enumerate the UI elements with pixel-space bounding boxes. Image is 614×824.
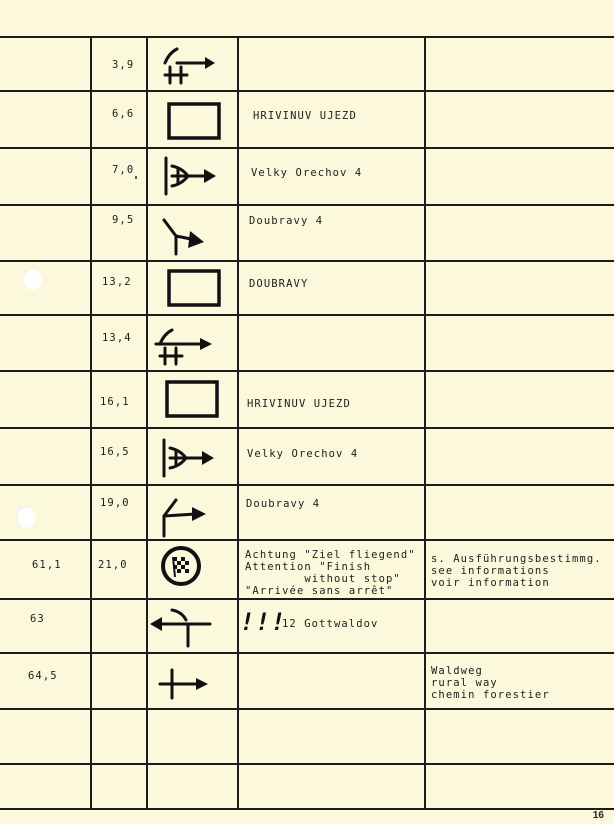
ink-speck (135, 176, 137, 179)
column-rule (424, 36, 426, 810)
place-name: Velky Orechov 4 (247, 448, 359, 460)
km-value: 9,5 (112, 214, 135, 226)
warning-mark: !!! (240, 608, 287, 636)
fork-right-icon (158, 210, 208, 256)
row-rule (0, 314, 614, 316)
crossing-right-icon (158, 436, 218, 480)
row-rule (0, 36, 614, 38)
note-line: rural way (431, 677, 498, 689)
total-km-value: 64,5 (28, 670, 58, 682)
total-km-value: 61,1 (32, 559, 62, 571)
km-value: 13,4 (102, 332, 132, 344)
row-rule (0, 763, 614, 765)
column-rule (90, 36, 92, 810)
km-value: 21,0 (98, 559, 128, 571)
town-box-icon (166, 101, 222, 141)
km-value: 3,9 (112, 59, 135, 71)
turn-left-icon (148, 606, 214, 648)
punch-hole (22, 268, 42, 290)
note-line: s. Ausführungsbestimmg. (431, 553, 602, 565)
row-rule (0, 147, 614, 149)
row-rule (0, 204, 614, 206)
row-rule (0, 370, 614, 372)
row-rule (0, 260, 614, 262)
place-name: HRIVINUV UJEZD (247, 398, 351, 410)
row-rule (0, 427, 614, 429)
row-rule (0, 652, 614, 654)
place-name: Doubravy 4 (246, 498, 321, 510)
row-rule (0, 484, 614, 486)
place-line: Attention "Finish (245, 561, 372, 573)
note-line: voir information (431, 577, 550, 589)
fork-right-icon (156, 494, 208, 538)
place-name: 12 Gottwaldov (282, 618, 379, 630)
punch-hole (16, 506, 36, 528)
total-km-value: 63 (30, 613, 45, 625)
row-rule (0, 539, 614, 541)
row-rule (0, 598, 614, 600)
km-value: 19,0 (100, 497, 130, 509)
place-line: Achtung "Ziel fliegend" (245, 549, 416, 561)
crossing-straight-icon (157, 45, 217, 87)
page-number: 16 (592, 810, 604, 821)
km-value: 13,2 (102, 276, 132, 288)
column-rule (237, 36, 239, 810)
note-line: Waldweg (431, 665, 483, 677)
straight-cross-icon (156, 668, 210, 700)
place-name: HRIVINUV UJEZD (253, 110, 357, 122)
town-box-icon (164, 379, 220, 419)
note-line: see informations (431, 565, 550, 577)
town-box-icon (166, 268, 222, 308)
place-name: DOUBRAVY (249, 278, 309, 290)
row-rule (0, 90, 614, 92)
place-line: "Arrivée sans arrêt" (245, 585, 394, 596)
column-rule (146, 36, 148, 810)
km-value: 7,0 (112, 164, 135, 176)
place-name: Doubravy 4 (249, 215, 324, 227)
row-rule (0, 708, 614, 710)
crossing-straight-icon (152, 326, 214, 368)
row-rule (0, 808, 614, 810)
note-line: chemin forestier (431, 689, 550, 701)
place-line: without stop" (245, 573, 401, 585)
place-name: Velky Orechov 4 (251, 167, 363, 179)
crossing-right-icon (160, 154, 220, 198)
km-value: 6,6 (112, 108, 135, 120)
km-value: 16,1 (100, 396, 130, 408)
finish-flag-icon (160, 545, 202, 587)
km-value: 16,5 (100, 446, 130, 458)
